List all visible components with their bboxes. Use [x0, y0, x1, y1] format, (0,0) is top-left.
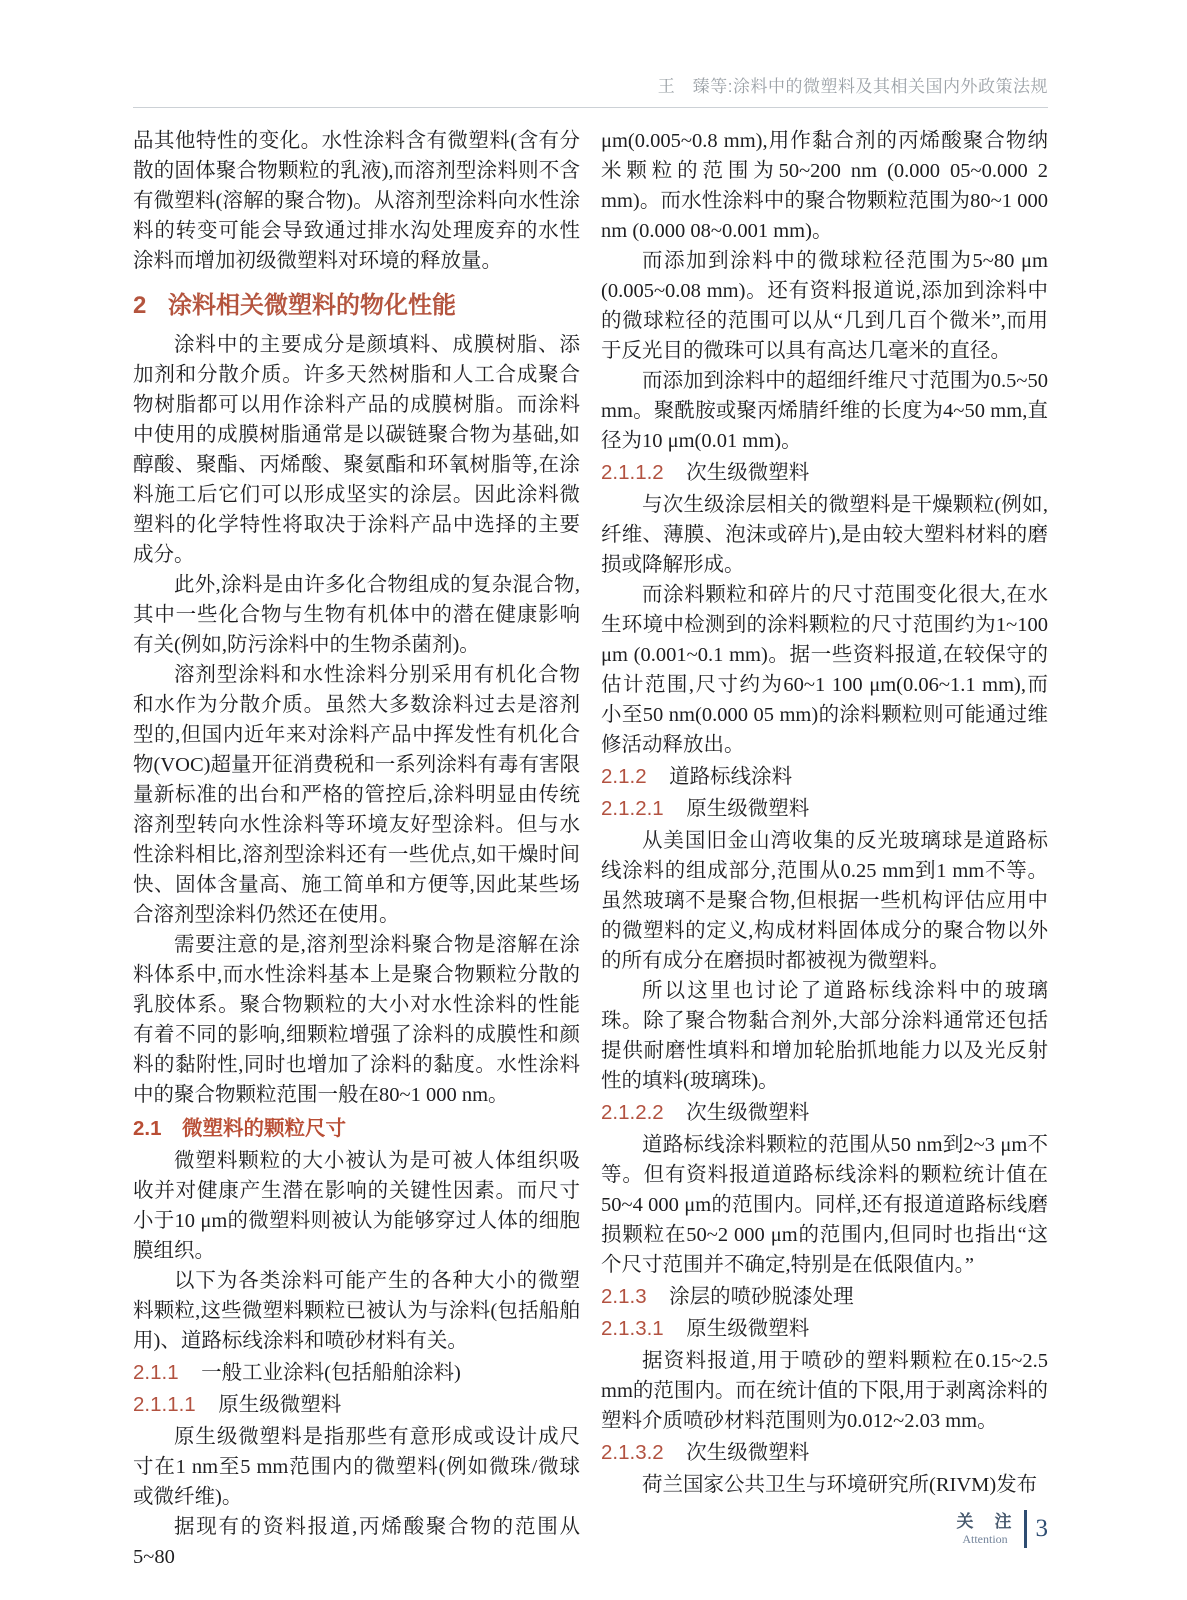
subsubsection-number: 2.1.1.2 — [601, 461, 664, 484]
footer-section-label-zh: 关 注 — [956, 1512, 1014, 1531]
paragraph: 而涂料颗粒和碎片的尺寸范围变化很大,在水生环境中检测到的涂料颗粒的尺寸范围约为1~100 μm (0.001~0.1 mm)。据一些资料报道,在较保守的估计范围,尺寸约为60~1 100 μm(0.06~1.1 mm),而小至50 nm(0.000 05 mm)的涂料颗粒则可能通过维修活动释放出。 — [601, 584, 1048, 756]
subsubsection-heading — [601, 1314, 1048, 1344]
subsubsection-heading — [601, 1438, 1048, 1468]
subsubsection-number: 2.1.3 — [601, 1285, 647, 1308]
subsubsection-title: 次生级微塑料 — [686, 1102, 810, 1124]
footer-section-label — [957, 1512, 1014, 1546]
subsubsection-heading — [601, 458, 1048, 488]
paragraph: 道路标线涂料颗粒的范围从50 nm到2~3 μm不等。但有资料报道道路标线涂料的颗粒统计值在50~4 000 μm的范围内。同样,还有报道道路标线磨损颗粒在50~2 000 μm的范围内,但同时也指出“这个尺寸范围并不确定,特别是在低限值内。” — [601, 1134, 1048, 1276]
footer-section-label-en: Attention — [962, 1532, 1008, 1546]
subsubsection-number: 2.1.3.2 — [601, 1441, 664, 1464]
paragraph: 此外,涂料是由许多化合物组成的复杂混合物,其中一些化合物与生物有机体中的潜在健康影响有关(例如,防污涂料中的生物杀菌剂)。 — [133, 574, 580, 656]
running-header — [133, 72, 1048, 108]
subsubsection-heading — [601, 794, 1048, 824]
subsubsection-title: 原生级微塑料 — [686, 798, 810, 820]
page-footer — [957, 1510, 1049, 1548]
paragraph: 所以这里也讨论了道路标线涂料中的玻璃珠。除了聚合物黏合剂外,大部分涂料通常还包括提供耐磨性填料和增加轮胎抓地能力以及光反射性的填料(玻璃珠)。 — [601, 980, 1048, 1092]
page-number: 3 — [1035, 1515, 1048, 1542]
paragraph: 据资料报道,用于喷砂的塑料颗粒在0.15~2.5 mm的范围内。而在统计值的下限,用于剥离涂料的塑料介质喷砂材料范围则为0.012~2.03 mm。 — [601, 1350, 1049, 1432]
paragraph: 需要注意的是,溶剂型涂料聚合物是溶解在涂料体系中,而水性涂料基本上是聚合物颗粒分散的乳胶体系。聚合物颗粒的大小对水性涂料的性能有着不同的影响,细颗粒增强了涂料的成膜性和颜料的黏附性,同时也增加了涂料的黏度。水性涂料中的聚合物颗粒范围一般在80~1 000 nm。 — [133, 934, 580, 1106]
paragraph: 以下为各类涂料可能产生的各种大小的微塑料颗粒,这些微塑料颗粒已被认为与涂料(包括船舶用)、道路标线涂料和喷砂材料有关。 — [133, 1270, 580, 1352]
section-heading — [133, 290, 580, 322]
subsubsection-title: 道路标线涂料 — [669, 766, 793, 788]
subsubsection-title: 涂层的喷砂脱漆处理 — [669, 1286, 854, 1308]
page-body — [133, 126, 1048, 1572]
paragraph: μm(0.005~0.8 mm),用作黏合剂的丙烯酸聚合物纳米颗粒的范围为50~200 nm (0.000 05~0.000 2 mm)。而水性涂料中的聚合物颗粒范围为80~1 000 nm (0.000 08~0.001 mm)。 — [601, 130, 1048, 242]
paragraph: 而添加到涂料中的微球粒径范围为5~80 μm (0.005~0.08 mm)。还有资料报道说,添加到涂料中的微球粒径的范围可以从“几到几百个微米”,而用于反光目的微珠可以具有高达几毫米的直径。 — [601, 250, 1048, 362]
subsection-title: 微塑料的颗粒尺寸 — [182, 1117, 346, 1140]
section-number: 2 — [133, 292, 147, 319]
paragraph: 据现有的资料报道,丙烯酸聚合物的范围从5~80 — [133, 1516, 580, 1568]
paragraph: 与次生级涂层相关的微塑料是干燥颗粒(例如,纤维、薄膜、泡沫或碎片),是由较大塑料材料的磨损或降解形成。 — [601, 494, 1048, 576]
subsubsection-heading — [601, 1098, 1048, 1128]
subsubsection-heading — [133, 1390, 580, 1420]
paragraph: 微塑料颗粒的大小被认为是可被人体组织吸收并对健康产生潜在影响的关键性因素。而尺寸小于10 μm的微塑料则被认为能够穿过人体的细胞膜组织。 — [133, 1150, 580, 1262]
running-title: 王 臻等:涂料中的微塑料及其相关国内外政策法规 — [657, 77, 1048, 96]
paragraph: 而添加到涂料中的超细纤维尺寸范围为0.5~50 mm。聚酰胺或聚丙烯腈纤维的长度为4~50 mm,直径为10 μm(0.01 mm)。 — [601, 370, 1048, 452]
subsubsection-number: 2.1.2.2 — [601, 1101, 664, 1124]
subsubsection-number: 2.1.1 — [133, 1361, 179, 1384]
left-column — [133, 126, 580, 1572]
subsubsection-title: 原生级微塑料 — [686, 1318, 810, 1340]
subsubsection-number: 2.1.2.1 — [601, 797, 664, 820]
right-column — [601, 126, 1048, 1572]
paragraph: 溶剂型涂料和水性涂料分别采用有机化合物和水作为分散介质。虽然大多数涂料过去是溶剂型的,但国内近年来对涂料产品中挥发性有机化合物(VOC)超量开征消费税和一系列涂料有毒有害限量新标准的出台和严格的管控后,涂料明显由传统溶剂型转向水性涂料等环境友好型涂料。但与水性涂料相比,溶剂型涂料还有一些优点,如干燥时间快、固体含量高、施工简单和方便等,因此某些场合溶剂型涂料仍然还在使用。 — [133, 664, 580, 926]
subsubsection-title: 一般工业涂料(包括船舶涂料) — [201, 1362, 461, 1384]
subsection-number: 2.1 — [133, 1117, 162, 1140]
paragraph: 涂料中的主要成分是颜填料、成膜树脂、添加剂和分散介质。许多天然树脂和人工合成聚合物树脂都可以用作涂料产品的成膜树脂。而涂料中使用的成膜树脂通常是以碳链聚合物为基础,如醇酸、聚酯、丙烯酸、聚氨酯和环氧树脂等,在涂料施工后它们可以形成坚实的涂层。因此涂料微塑料的化学特性将取决于涂料产品中选择的主要成分。 — [133, 334, 580, 566]
paragraph: 品其他特性的变化。水性涂料含有微塑料(含有分散的固体聚合物颗粒的乳液),而溶剂型涂料则不含有微塑料(溶解的聚合物)。从溶剂型涂料向水性涂料的转变可能会导致通过排水沟处理废弃的水性涂料而增加初级微塑料对环境的释放量。 — [133, 130, 580, 272]
subsubsection-heading — [601, 762, 1048, 792]
paragraph: 从美国旧金山湾收集的反光玻璃球是道路标线涂料的组成部分,范围从0.25 mm到1 mm不等。虽然玻璃不是聚合物,但根据一些机构评估应用中的微塑料的定义,构成材料固体成分的聚合物以外的所有成分在磨损时都被视为微塑料。 — [601, 830, 1048, 972]
subsubsection-title: 原生级微塑料 — [218, 1394, 342, 1416]
section-title: 涂料相关微塑料的物化性能 — [167, 292, 456, 319]
subsection-heading — [133, 1114, 580, 1144]
paragraph: 原生级微塑料是指那些有意形成或设计成尺寸在1 nm至5 mm范围内的微塑料(例如微珠/微球或微纤维)。 — [133, 1426, 580, 1508]
subsubsection-number: 2.1.1.1 — [133, 1393, 196, 1416]
subsubsection-heading — [133, 1358, 580, 1388]
subsubsection-title: 次生级微塑料 — [686, 462, 810, 484]
footer-divider — [1024, 1510, 1027, 1548]
subsubsection-title: 次生级微塑料 — [686, 1442, 810, 1464]
paragraph: 荷兰国家公共卫生与环境研究所(RIVM)发布 — [642, 1474, 1038, 1496]
subsubsection-number: 2.1.2 — [601, 765, 647, 788]
subsubsection-heading — [601, 1282, 1048, 1312]
subsubsection-number: 2.1.3.1 — [601, 1317, 664, 1340]
